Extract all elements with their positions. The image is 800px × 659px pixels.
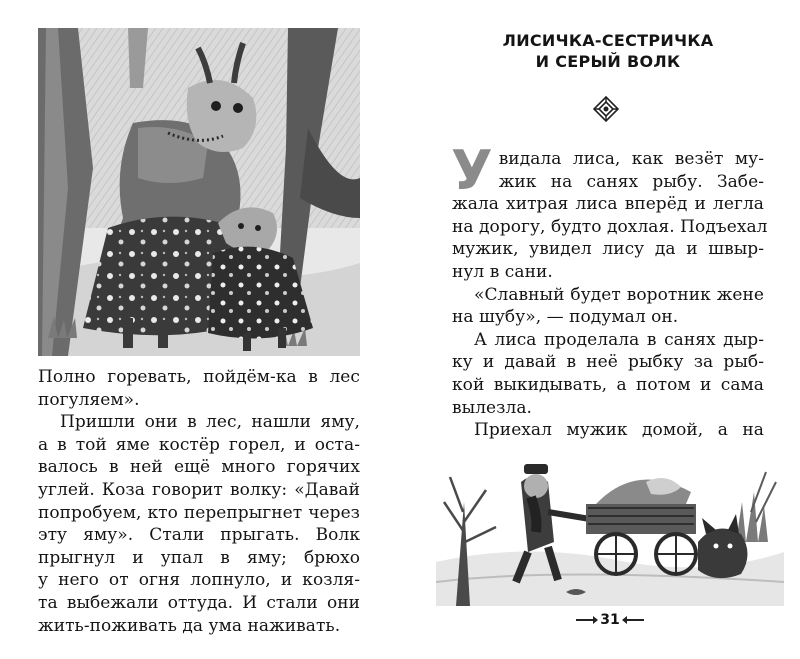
text-line: «Славный будет воротник жене — [474, 284, 764, 305]
story-title-line-1: ЛИСИЧКА-СЕСТРИЧКА — [502, 31, 714, 50]
peasant-cart-fox-illustration — [436, 442, 784, 606]
text-line: Приехал мужик домой, а на — [474, 420, 764, 441]
page-number-text: 31 — [600, 612, 620, 628]
folio-arrow-right-icon — [576, 619, 594, 621]
text-line: валось в ней ещё много горячих — [38, 457, 360, 478]
left-page-body-text — [38, 366, 360, 637]
text-line: видала лиса, как везёт му- — [498, 149, 764, 169]
text-line: прыгнул и упал в яму; брюхо — [38, 547, 360, 568]
text-line: Полно горевать, пойдём-ка в лес — [38, 367, 360, 387]
text-line: мужик, увидел лису да и швыр- — [452, 239, 764, 260]
page-number — [550, 610, 670, 630]
text-line: жить-поживать да ума наживать. — [38, 615, 341, 636]
text-line: а в той яме костёр горел, и оста- — [38, 434, 360, 455]
text-line: жик на санях рыбу. Забе- — [498, 171, 764, 192]
text-line: эту яму». Стали прыгать. Волк — [38, 525, 360, 546]
text-line: у него от огня лопнуло, и козля- — [38, 570, 360, 591]
text-line: на шубу», — подумал он. — [452, 307, 679, 328]
story-title-line-2: И СЕРЫЙ ВОЛК — [535, 52, 681, 71]
right-page — [400, 0, 800, 659]
text-line: жала хитрая лиса вперёд и легла — [452, 194, 764, 215]
text-line: кой выкидывать, а потом и сама — [452, 374, 764, 395]
folio-arrow-left-icon — [626, 619, 644, 621]
text-line: ку и давай в неё рыбку за рыб- — [452, 352, 764, 373]
drop-cap: У — [451, 139, 493, 202]
ornament-icon — [593, 96, 619, 122]
text-line: на дорогу, будто дохлая. Подъехал — [452, 216, 768, 237]
story-title — [452, 30, 764, 72]
text-line: углей. Коза говорит волку: «Давай — [38, 479, 360, 500]
text-line: нул в сани. — [452, 261, 553, 282]
text-line: попробуем, кто перепрыгнет через — [38, 502, 360, 523]
text-line: Пришли они в лес, нашли яму, — [60, 412, 360, 433]
text-line: А лиса проделала в санях дыр- — [474, 329, 764, 350]
text-line: погуляем». — [38, 389, 140, 410]
text-line: та выбежали оттуда. И стали они — [38, 592, 360, 613]
goat-and-kid-illustration — [38, 28, 360, 356]
text-line: вылезла. — [452, 397, 532, 418]
right-page-body-text — [451, 139, 768, 464]
